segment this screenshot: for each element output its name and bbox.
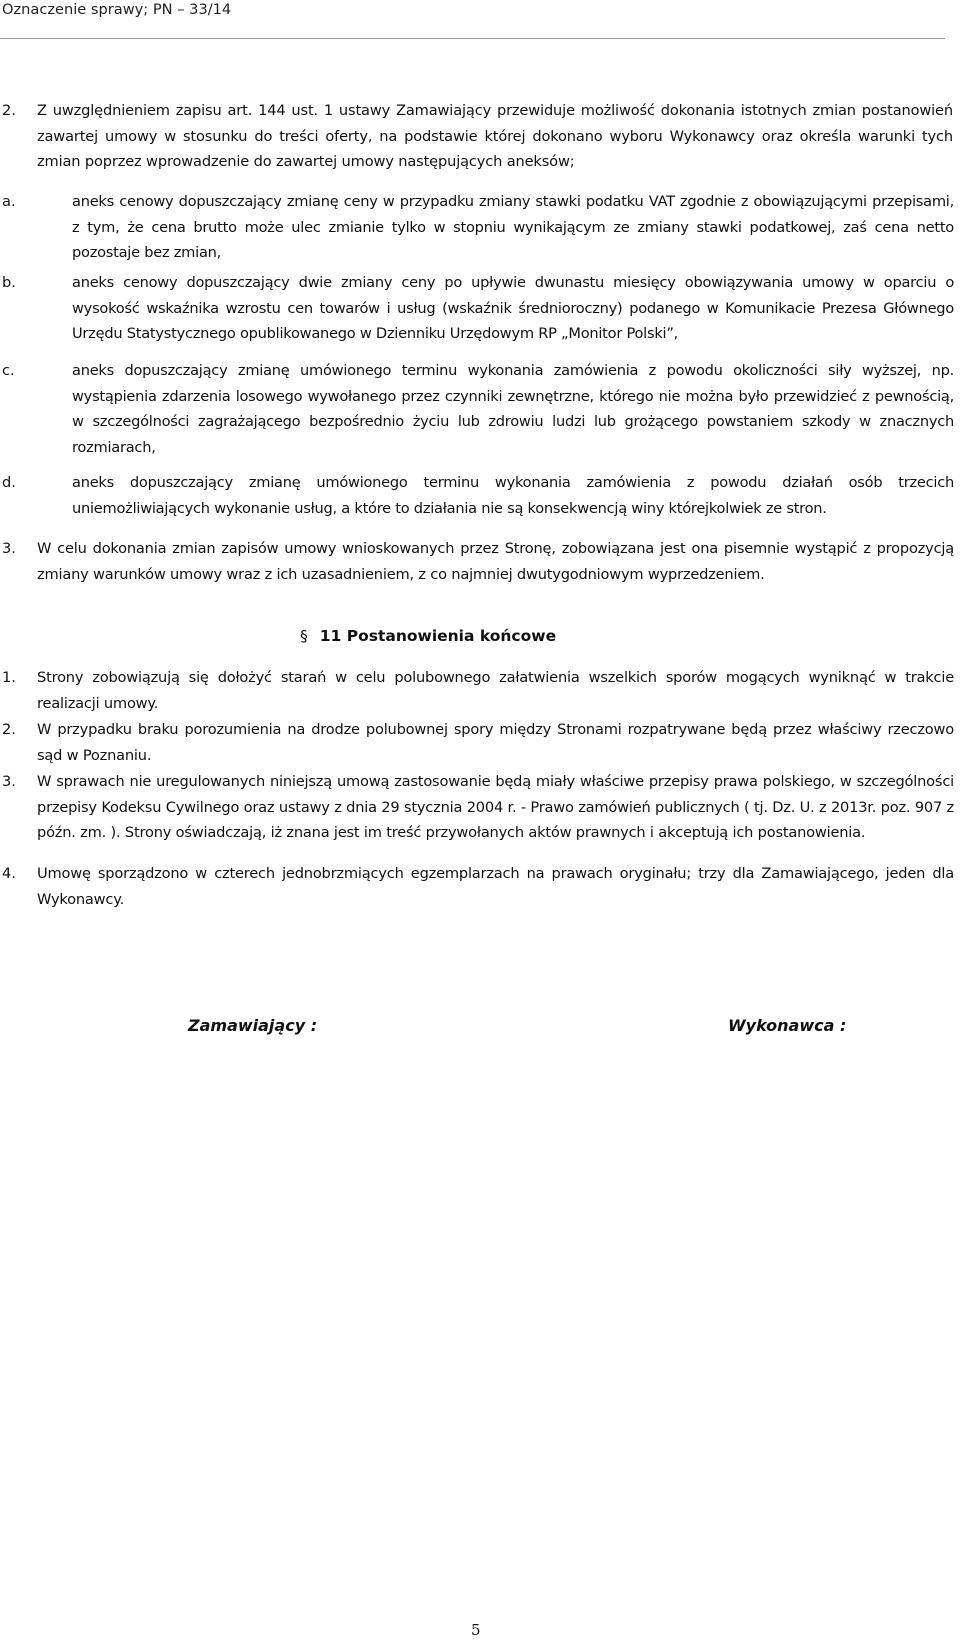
item-a-text: aneks cenowy dopuszczający zmianę ceny w przypadku zmiany stawki podatku VAT zgodnie z obowiązującymi przepisami, z tym, że cena brutto może ulec zmianie tylko w stopniu wynikającym ze zmiany stawki podatkowej, zaś cena netto pozostaje bez zmian, — [72, 193, 954, 261]
section-title-text: 11 Postanowienia końcowe — [319, 627, 557, 645]
final-point-4-text: Umowę sporządzono w czterech jednobrzmiących egzemplarzach na prawach oryginału; trzy dla Zamawiającego, jeden dla Wykonawcy. — [37, 865, 954, 908]
signature-contractor: Wykonawca : — [728, 1016, 847, 1035]
final-point-1-number: 1. — [2, 669, 16, 686]
point-3-text: W celu dokonania zmian zapisów umowy wnioskowanych przez Stronę, zobowiązana jest ona pisemnie wystąpić z propozycją zmiany warunków umowy wraz z ich uzasadnieniem, z co najmniej dwutygodniowym wyprzedzeniem. — [37, 540, 954, 583]
signature-ordering-party: Zamawiający : — [188, 1016, 318, 1035]
item-c-text: aneks dopuszczający zmianę umówionego terminu wykonania zamówienia z powodu okoliczności siły wyższej, np. wystąpienia zdarzenia losowego wywołanego przez czynniki zewnętrzne, którego nie można było przewidzieć z pewnością, w szczególności zagrażającego bezpośrednio życiu lub zdrowiu ludzi lub grożącego powstaniem szkody w znacznych rozmiarach, — [72, 362, 954, 456]
header-divider — [0, 38, 945, 39]
final-point-3-number: 3. — [2, 773, 16, 790]
point-3-number: 3. — [2, 540, 16, 557]
final-point-2-text: W przypadku braku porozumienia na drodze polubownej spory między Stronami rozpatrywane będą przez właściwy rzeczowo sąd w Poznaniu. — [37, 721, 954, 764]
item-b-letter: b. — [2, 274, 16, 291]
final-point-1-text: Strony zobowiązują się dołożyć starań w celu polubownego załatwienia wszelkich sporów mogących wyniknąć w trakcie realizacji umowy. — [37, 669, 954, 712]
item-b-text: aneks cenowy dopuszczający dwie zmiany ceny po upływie dwunastu miesięcy obowiązywania umowy w oparciu o wysokość wskaźnika wzrostu cen towarów i usług (wskaźnik średnioroczny) podanego w Komunikacie Prezesa Głównego Urzędu Statystycznego opublikowanego w Dzienniku Urzędowym RP „Monitor Polski”, — [72, 274, 954, 342]
item-a-letter: a. — [2, 193, 16, 210]
intro-number: 2. — [2, 102, 16, 119]
intro-paragraph: Z uwzględnieniem zapisu art. 144 ust. 1 ustawy Zamawiający przewiduje możliwość dokonania istotnych zmian postanowień zawartej umowy w stosunku do treści oferty, na podstawie której dokonano wyboru Wykonawcy oraz określa warunki tych zmian poprzez wprowadzenie do zawartej umowy następujących aneksów; — [37, 102, 953, 170]
section-title — [300, 624, 556, 648]
item-d-letter: d. — [2, 474, 16, 491]
final-point-3-text: W sprawach nie uregulowanych niniejszą umową zastosowanie będą miały właściwe przepisy prawa polskiego, w szczególności przepisy Kodeksu Cywilnego oraz ustawy z dnia 29 stycznia 2004 r. - Prawo zamówień publicznych ( tj. Dz. U. z 2013r. poz. 907 z późn. zm. ). Strony oświadczają, iż znana jest im treść przywołanych aktów prawnych i akceptują ich postanowienia. — [37, 773, 954, 841]
final-point-2-number: 2. — [2, 721, 16, 738]
item-c-letter: c. — [2, 362, 15, 379]
paragraph-symbol: § — [300, 627, 308, 645]
page-number: 5 — [471, 1621, 481, 1639]
final-point-4-number: 4. — [2, 865, 16, 882]
item-d-text: aneks dopuszczający zmianę umówionego terminu wykonania zamówienia z powodu działań osób trzecich uniemożliwiających wykonanie usług, a które to działania nie są konsekwencją winy którejkolwiek ze stron. — [72, 474, 954, 517]
case-reference: Oznaczenie sprawy; PN – 33/14 — [2, 1, 232, 18]
